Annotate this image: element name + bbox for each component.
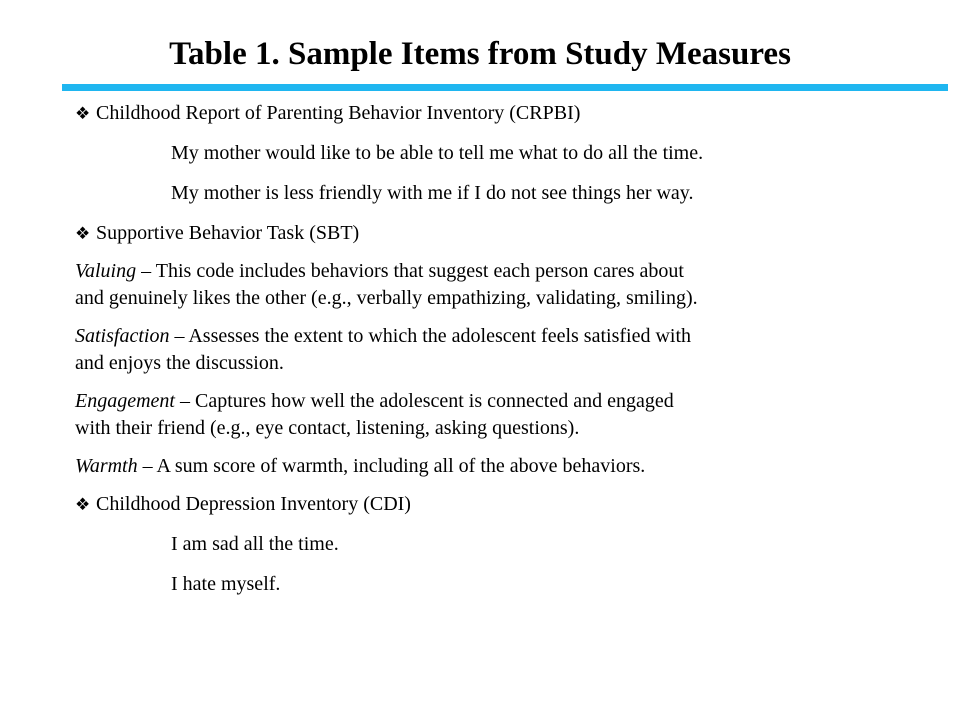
code-description-cont: and genuinely likes the other (e.g., verbally empathizing, validating, smiling). xyxy=(75,287,698,309)
section-heading-cdi xyxy=(75,491,935,518)
code-term: Warmth xyxy=(75,455,138,477)
section-heading-label: Childhood Report of Parenting Behavior Inventory (CRPBI) xyxy=(96,102,581,124)
section-heading-crpbi xyxy=(75,100,935,127)
sbt-code-satisfaction xyxy=(75,323,935,377)
code-description: – A sum score of warmth, including all of the above behaviors. xyxy=(137,455,646,477)
code-description-cont: with their friend (e.g., eye contact, listening, asking questions). xyxy=(75,417,580,439)
code-term: Valuing xyxy=(75,260,137,282)
code-term: Satisfaction xyxy=(75,325,170,347)
title-underline xyxy=(62,84,948,91)
code-description: – This code includes behaviors that suggest each person cares about xyxy=(136,260,684,282)
slide-title: Table 1. Sample Items from Study Measures xyxy=(169,36,791,72)
code-term: Engagement xyxy=(75,390,175,412)
crpbi-item-1: My mother would like to be able to tell me what to do all the time. xyxy=(171,142,704,164)
cdi-item-1: I am sad all the time. xyxy=(171,533,339,555)
measures-content xyxy=(75,100,935,598)
four-diamond-bullet-icon: ❖ xyxy=(75,104,91,123)
four-diamond-bullet-icon: ❖ xyxy=(75,224,91,243)
crpbi-item-2: My mother is less friendly with me if I do not see things her way. xyxy=(171,182,694,204)
section-heading-sbt xyxy=(75,220,935,247)
cdi-item-2: I hate myself. xyxy=(171,573,281,595)
sbt-code-warmth xyxy=(75,453,935,480)
code-description-cont: and enjoys the discussion. xyxy=(75,352,284,374)
section-heading-label: Supportive Behavior Task (SBT) xyxy=(96,222,360,244)
four-diamond-bullet-icon: ❖ xyxy=(75,495,91,514)
section-heading-label: Childhood Depression Inventory (CDI) xyxy=(96,493,411,515)
code-description: – Captures how well the adolescent is connected and engaged xyxy=(174,390,674,412)
sbt-code-engagement xyxy=(75,388,935,442)
sbt-code-valuing xyxy=(75,258,935,312)
code-description: – Assesses the extent to which the adolescent feels satisfied with xyxy=(169,325,691,347)
